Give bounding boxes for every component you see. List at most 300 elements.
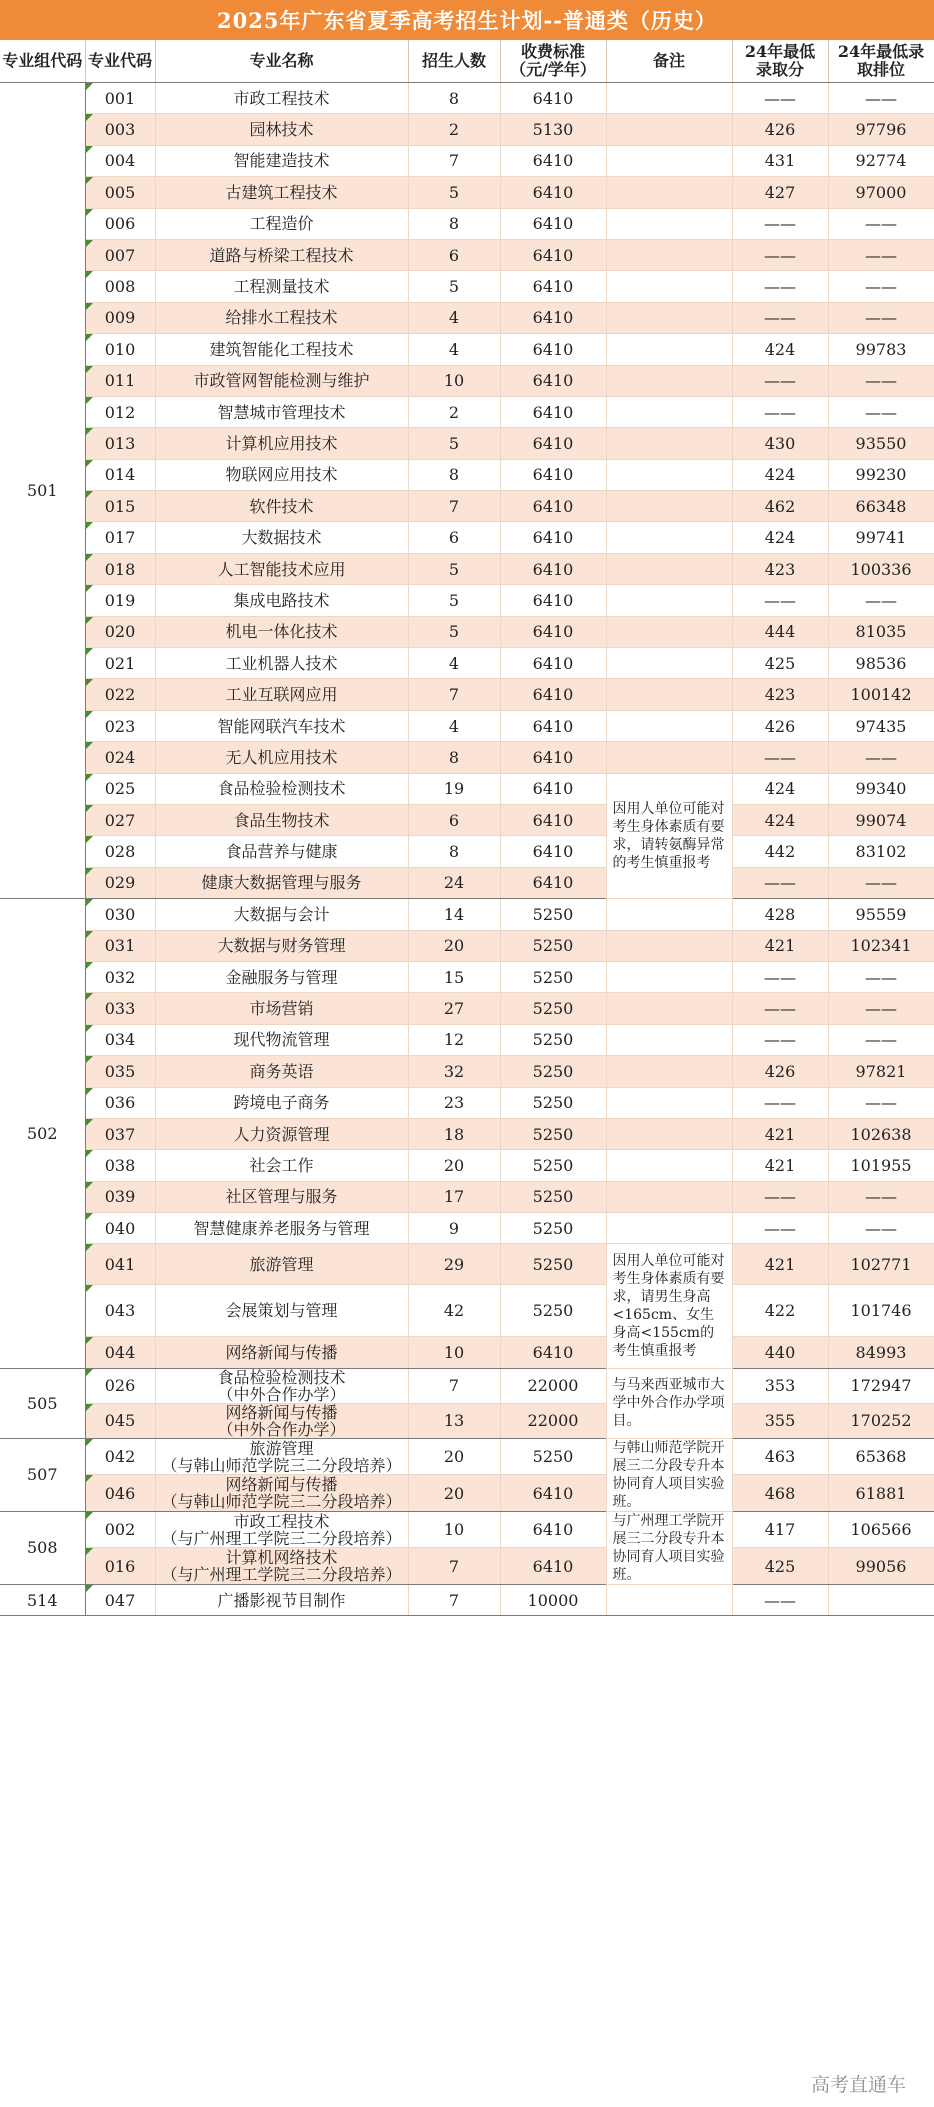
min-score-cell: 440	[732, 1337, 828, 1368]
remarks-cell-empty	[606, 930, 732, 961]
major-name-cell: 金融服务与管理	[155, 961, 408, 992]
table-row	[0, 1244, 934, 1285]
table-row	[0, 1548, 934, 1585]
table-row	[0, 899, 934, 930]
min-score-cell: ——	[732, 742, 828, 773]
major-name-cell: 广播影视节目制作	[155, 1584, 408, 1615]
major-code-cell: 014	[85, 459, 155, 490]
min-rank-cell: 102771	[828, 1244, 934, 1285]
remarks-cell-empty	[606, 585, 732, 616]
major-name-cell: 人工智能技术应用	[155, 553, 408, 584]
table-row	[0, 83, 934, 114]
min-score-cell: ——	[732, 993, 828, 1024]
major-code-cell: 002	[85, 1511, 155, 1548]
major-name-cell: 园林技术	[155, 114, 408, 145]
plan-table-body	[0, 83, 934, 1616]
group-code-cell: 507	[0, 1438, 85, 1511]
min-rank-cell: ——	[828, 1087, 934, 1118]
table-row	[0, 1584, 934, 1615]
min-rank-cell: ——	[828, 961, 934, 992]
major-name-cell: 古建筑工程技术	[155, 177, 408, 208]
enrollment-cell: 15	[408, 961, 500, 992]
table-row	[0, 1438, 934, 1475]
enrollment-cell: 27	[408, 993, 500, 1024]
table-row	[0, 114, 934, 145]
enrollment-cell: 5	[408, 428, 500, 459]
major-name-cell: 工程造价	[155, 208, 408, 239]
table-row	[0, 585, 934, 616]
major-name-cell: 现代物流管理	[155, 1024, 408, 1055]
table-row	[0, 239, 934, 270]
table-row	[0, 993, 934, 1024]
major-name-cell: 工业机器人技术	[155, 648, 408, 679]
major-code-cell: 021	[85, 648, 155, 679]
min-rank-cell: ——	[828, 83, 934, 114]
min-rank-cell: 102341	[828, 930, 934, 961]
min-rank-cell: ——	[828, 1213, 934, 1244]
major-name-cell: 工业互联网应用	[155, 679, 408, 710]
min-rank-cell: ——	[828, 1024, 934, 1055]
remarks-cell-empty	[606, 1181, 732, 1212]
group-code-cell: 508	[0, 1511, 85, 1584]
min-score-cell: 468	[732, 1475, 828, 1512]
remarks-cell-empty	[606, 428, 732, 459]
table-header-row	[0, 40, 934, 83]
tuition-cell: 6410	[500, 396, 606, 427]
table-row	[0, 1337, 934, 1368]
major-name-cell: 智慧城市管理技术	[155, 396, 408, 427]
major-code-cell: 024	[85, 742, 155, 773]
min-score-cell: 424	[732, 522, 828, 553]
enrollment-cell: 24	[408, 867, 500, 898]
table-row	[0, 553, 934, 584]
tuition-cell: 6410	[500, 804, 606, 835]
table-row	[0, 522, 934, 553]
tuition-cell: 6410	[500, 428, 606, 459]
min-rank-cell: 99783	[828, 334, 934, 365]
remarks-cell: 因用人单位可能对考生身体素质有要求，请男生身高<165cm、女生身高<155cm的考生慎重报考	[606, 1244, 732, 1368]
tuition-cell: 6410	[500, 239, 606, 270]
remarks-cell-empty	[606, 396, 732, 427]
enrollment-cell: 32	[408, 1056, 500, 1087]
major-code-cell: 006	[85, 208, 155, 239]
table-row	[0, 491, 934, 522]
tuition-cell: 6410	[500, 742, 606, 773]
remarks-cell-empty	[606, 1584, 732, 1615]
remarks-cell-empty	[606, 1056, 732, 1087]
enrollment-cell: 6	[408, 239, 500, 270]
min-rank-cell: ——	[828, 1181, 934, 1212]
min-score-cell: 430	[732, 428, 828, 459]
remarks-cell-empty	[606, 679, 732, 710]
major-code-cell: 042	[85, 1438, 155, 1475]
enrollment-cell: 9	[408, 1213, 500, 1244]
major-code-cell: 008	[85, 271, 155, 302]
tuition-cell: 6410	[500, 83, 606, 114]
major-name-cell: 大数据与财务管理	[155, 930, 408, 961]
remarks-cell: 与韩山师范学院开展三二分段专升本协同育人项目实验班。	[606, 1438, 732, 1511]
min-score-cell: 421	[732, 930, 828, 961]
remarks-cell-empty	[606, 1087, 732, 1118]
table-row	[0, 836, 934, 867]
table-row	[0, 208, 934, 239]
remarks-cell-empty	[606, 1118, 732, 1149]
enrollment-cell: 42	[408, 1285, 500, 1337]
min-rank-cell: ——	[828, 302, 934, 333]
watermark-text: 高考直通车	[810, 2074, 906, 2096]
table-row	[0, 1056, 934, 1087]
table-row	[0, 177, 934, 208]
min-score-cell: 444	[732, 616, 828, 647]
min-rank-cell: 93550	[828, 428, 934, 459]
min-score-cell: ——	[732, 1024, 828, 1055]
remarks-cell-empty	[606, 334, 732, 365]
table-row	[0, 742, 934, 773]
min-rank-cell: 95559	[828, 899, 934, 930]
min-rank-cell: 99741	[828, 522, 934, 553]
tuition-cell: 6410	[500, 208, 606, 239]
major-name-cell: 道路与桥梁工程技术	[155, 239, 408, 270]
min-score-cell: 424	[732, 459, 828, 490]
min-score-cell: 417	[732, 1511, 828, 1548]
table-row	[0, 302, 934, 333]
tuition-cell: 6410	[500, 616, 606, 647]
min-score-cell: 424	[732, 804, 828, 835]
enrollment-cell: 20	[408, 1475, 500, 1512]
major-name-cell: 旅游管理	[155, 1244, 408, 1285]
tuition-cell: 6410	[500, 145, 606, 176]
tuition-cell: 6410	[500, 1337, 606, 1368]
min-rank-cell: 100336	[828, 553, 934, 584]
min-score-cell: 355	[732, 1403, 828, 1438]
enrollment-cell: 8	[408, 836, 500, 867]
major-code-cell: 016	[85, 1548, 155, 1585]
min-rank-cell: 92774	[828, 145, 934, 176]
min-rank-cell: 106566	[828, 1511, 934, 1548]
min-score-cell: 426	[732, 710, 828, 741]
major-code-cell: 027	[85, 804, 155, 835]
min-score-cell: 424	[732, 773, 828, 804]
tuition-cell: 5250	[500, 1244, 606, 1285]
min-score-cell: ——	[732, 1213, 828, 1244]
remarks-cell-empty	[606, 208, 732, 239]
table-row	[0, 804, 934, 835]
min-rank-cell: 101746	[828, 1285, 934, 1337]
remarks-cell-empty	[606, 1024, 732, 1055]
major-name-cell: 人力资源管理	[155, 1118, 408, 1149]
major-code-cell: 032	[85, 961, 155, 992]
header-min-rank-2024: 24年最低录 取排位	[828, 40, 934, 83]
tuition-cell: 6410	[500, 334, 606, 365]
min-score-cell: 462	[732, 491, 828, 522]
table-row	[0, 679, 934, 710]
remarks-cell-empty	[606, 742, 732, 773]
tuition-cell: 22000	[500, 1368, 606, 1403]
tuition-cell: 5250	[500, 1118, 606, 1149]
min-rank-cell: 97821	[828, 1056, 934, 1087]
tuition-cell: 5250	[500, 1150, 606, 1181]
min-score-cell: 422	[732, 1285, 828, 1337]
major-name-cell: 市场营销	[155, 993, 408, 1024]
tuition-cell: 6410	[500, 365, 606, 396]
enrollment-cell: 4	[408, 710, 500, 741]
major-name-cell: 网络新闻与传播	[155, 1337, 408, 1368]
tuition-cell: 6410	[500, 1548, 606, 1585]
min-rank-cell: 172947	[828, 1368, 934, 1403]
remarks-cell-empty	[606, 239, 732, 270]
major-code-cell: 043	[85, 1285, 155, 1337]
table-row	[0, 145, 934, 176]
min-score-cell: 427	[732, 177, 828, 208]
enrollment-cell: 8	[408, 83, 500, 114]
major-code-cell: 025	[85, 773, 155, 804]
enrollment-cell: 14	[408, 899, 500, 930]
min-rank-cell: 98536	[828, 648, 934, 679]
table-row	[0, 710, 934, 741]
enrollment-cell: 10	[408, 1511, 500, 1548]
major-name-cell: 网络新闻与传播 （中外合作办学）	[155, 1403, 408, 1438]
enrollment-cell: 7	[408, 1548, 500, 1585]
min-score-cell: ——	[732, 585, 828, 616]
min-score-cell: 421	[732, 1150, 828, 1181]
major-name-cell: 建筑智能化工程技术	[155, 334, 408, 365]
min-rank-cell: ——	[828, 396, 934, 427]
major-name-cell: 市政管网智能检测与维护	[155, 365, 408, 396]
major-code-cell: 026	[85, 1368, 155, 1403]
header-enrollment: 招生人数	[408, 40, 500, 83]
table-row	[0, 930, 934, 961]
tuition-cell: 6410	[500, 1511, 606, 1548]
table-row	[0, 1087, 934, 1118]
table-row	[0, 1118, 934, 1149]
major-code-cell: 044	[85, 1337, 155, 1368]
remarks-cell-empty	[606, 271, 732, 302]
table-row	[0, 1150, 934, 1181]
min-rank-cell	[828, 1584, 934, 1615]
major-name-cell: 大数据与会计	[155, 899, 408, 930]
group-code-cell: 505	[0, 1368, 85, 1438]
remarks-cell-empty	[606, 648, 732, 679]
min-rank-cell: 101955	[828, 1150, 934, 1181]
min-score-cell: 423	[732, 679, 828, 710]
min-rank-cell: 170252	[828, 1403, 934, 1438]
min-rank-cell: 99230	[828, 459, 934, 490]
major-code-cell: 045	[85, 1403, 155, 1438]
major-code-cell: 031	[85, 930, 155, 961]
tuition-cell: 5250	[500, 1285, 606, 1337]
table-row	[0, 1024, 934, 1055]
major-name-cell: 跨境电子商务	[155, 1087, 408, 1118]
remarks-cell-empty	[606, 114, 732, 145]
major-code-cell: 010	[85, 334, 155, 365]
enrollment-cell: 5	[408, 553, 500, 584]
table-row	[0, 961, 934, 992]
remarks-cell-empty	[606, 145, 732, 176]
enrollment-cell: 23	[408, 1087, 500, 1118]
tuition-cell: 22000	[500, 1403, 606, 1438]
min-rank-cell: 99074	[828, 804, 934, 835]
min-score-cell: 426	[732, 1056, 828, 1087]
tuition-cell: 5250	[500, 1213, 606, 1244]
min-rank-cell: 66348	[828, 491, 934, 522]
major-code-cell: 018	[85, 553, 155, 584]
major-name-cell: 计算机应用技术	[155, 428, 408, 459]
remarks-cell-empty	[606, 616, 732, 647]
major-name-cell: 食品检验检测技术	[155, 773, 408, 804]
tuition-cell: 6410	[500, 271, 606, 302]
remarks-cell-empty	[606, 961, 732, 992]
tuition-cell: 6410	[500, 773, 606, 804]
enrollment-cell: 7	[408, 145, 500, 176]
min-rank-cell: 81035	[828, 616, 934, 647]
enrollment-cell: 8	[408, 459, 500, 490]
enrollment-cell: 5	[408, 271, 500, 302]
group-code-cell: 514	[0, 1584, 85, 1615]
min-score-cell: ——	[732, 396, 828, 427]
major-name-cell: 健康大数据管理与服务	[155, 867, 408, 898]
enrollment-cell: 20	[408, 1150, 500, 1181]
enrollment-cell: 7	[408, 1368, 500, 1403]
major-code-cell: 004	[85, 145, 155, 176]
major-name-cell: 食品营养与健康	[155, 836, 408, 867]
major-name-cell: 商务英语	[155, 1056, 408, 1087]
major-code-cell: 028	[85, 836, 155, 867]
major-code-cell: 005	[85, 177, 155, 208]
min-rank-cell: 97000	[828, 177, 934, 208]
min-rank-cell: ——	[828, 239, 934, 270]
enrollment-cell: 20	[408, 930, 500, 961]
major-code-cell: 039	[85, 1181, 155, 1212]
min-score-cell: 425	[732, 648, 828, 679]
min-score-cell: 423	[732, 553, 828, 584]
min-score-cell: ——	[732, 365, 828, 396]
major-code-cell: 003	[85, 114, 155, 145]
min-rank-cell: 84993	[828, 1337, 934, 1368]
major-code-cell: 023	[85, 710, 155, 741]
min-rank-cell: ——	[828, 993, 934, 1024]
tuition-cell: 6410	[500, 522, 606, 553]
enrollment-cell: 4	[408, 648, 500, 679]
header-major-name: 专业名称	[155, 40, 408, 83]
table-row	[0, 396, 934, 427]
table-row	[0, 1475, 934, 1512]
major-code-cell: 047	[85, 1584, 155, 1615]
min-rank-cell: ——	[828, 365, 934, 396]
min-score-cell: ——	[732, 1087, 828, 1118]
major-code-cell: 033	[85, 993, 155, 1024]
min-score-cell: 426	[732, 114, 828, 145]
major-code-cell: 036	[85, 1087, 155, 1118]
enrollment-cell: 10	[408, 365, 500, 396]
major-name-cell: 工程测量技术	[155, 271, 408, 302]
major-name-cell: 集成电路技术	[155, 585, 408, 616]
remarks-cell-empty	[606, 491, 732, 522]
major-code-cell: 019	[85, 585, 155, 616]
min-rank-cell: ——	[828, 742, 934, 773]
remarks-cell-empty	[606, 899, 732, 930]
tuition-cell: 5250	[500, 1056, 606, 1087]
table-row	[0, 428, 934, 459]
major-name-cell: 社区管理与服务	[155, 1181, 408, 1212]
min-score-cell: 442	[732, 836, 828, 867]
major-name-cell: 软件技术	[155, 491, 408, 522]
enrollment-cell: 2	[408, 396, 500, 427]
group-code-cell: 502	[0, 899, 85, 1369]
major-code-cell: 015	[85, 491, 155, 522]
min-score-cell: 425	[732, 1548, 828, 1585]
major-code-cell: 030	[85, 899, 155, 930]
min-score-cell: 463	[732, 1438, 828, 1475]
min-score-cell: ——	[732, 302, 828, 333]
remarks-cell-empty	[606, 1150, 732, 1181]
min-score-cell: 353	[732, 1368, 828, 1403]
enrollment-cell: 4	[408, 302, 500, 333]
min-rank-cell: ——	[828, 208, 934, 239]
min-score-cell: ——	[732, 1181, 828, 1212]
min-rank-cell: 65368	[828, 1438, 934, 1475]
enrollment-cell: 4	[408, 334, 500, 365]
major-code-cell: 040	[85, 1213, 155, 1244]
major-name-cell: 食品生物技术	[155, 804, 408, 835]
tuition-cell: 5250	[500, 1438, 606, 1475]
enrollment-cell: 13	[408, 1403, 500, 1438]
enrollment-cell: 6	[408, 522, 500, 553]
major-code-cell: 029	[85, 867, 155, 898]
tuition-cell: 5250	[500, 1024, 606, 1055]
table-row	[0, 1285, 934, 1337]
remarks-cell-empty	[606, 302, 732, 333]
min-rank-cell: ——	[828, 271, 934, 302]
major-name-cell: 大数据技术	[155, 522, 408, 553]
major-name-cell: 网络新闻与传播 （与韩山师范学院三二分段培养）	[155, 1475, 408, 1512]
remarks-cell-empty	[606, 365, 732, 396]
major-code-cell: 009	[85, 302, 155, 333]
remarks-cell-empty	[606, 459, 732, 490]
tuition-cell: 5250	[500, 1181, 606, 1212]
min-rank-cell: 99340	[828, 773, 934, 804]
enrollment-cell: 7	[408, 679, 500, 710]
min-rank-cell: 102638	[828, 1118, 934, 1149]
major-name-cell: 市政工程技术 （与广州理工学院三二分段培养）	[155, 1511, 408, 1548]
tuition-cell: 5250	[500, 1087, 606, 1118]
table-row	[0, 271, 934, 302]
table-row	[0, 1368, 934, 1403]
enrollment-cell: 17	[408, 1181, 500, 1212]
min-rank-cell: 97796	[828, 114, 934, 145]
major-name-cell: 无人机应用技术	[155, 742, 408, 773]
min-rank-cell: ——	[828, 867, 934, 898]
enrollment-cell: 8	[408, 742, 500, 773]
table-row	[0, 1403, 934, 1438]
tuition-cell: 5250	[500, 930, 606, 961]
min-score-cell: 424	[732, 334, 828, 365]
tuition-cell: 6410	[500, 302, 606, 333]
enrollment-cell: 29	[408, 1244, 500, 1285]
major-name-cell: 计算机网络技术 （与广州理工学院三二分段培养）	[155, 1548, 408, 1585]
table-row	[0, 867, 934, 898]
major-name-cell: 机电一体化技术	[155, 616, 408, 647]
major-code-cell: 001	[85, 83, 155, 114]
major-name-cell: 市政工程技术	[155, 83, 408, 114]
tuition-cell: 5130	[500, 114, 606, 145]
table-row	[0, 334, 934, 365]
table-row	[0, 1181, 934, 1212]
header-min-score-2024: 24年最低 录取分	[732, 40, 828, 83]
major-name-cell: 物联网应用技术	[155, 459, 408, 490]
min-score-cell: ——	[732, 239, 828, 270]
remarks-cell-empty	[606, 1213, 732, 1244]
min-score-cell: 421	[732, 1244, 828, 1285]
